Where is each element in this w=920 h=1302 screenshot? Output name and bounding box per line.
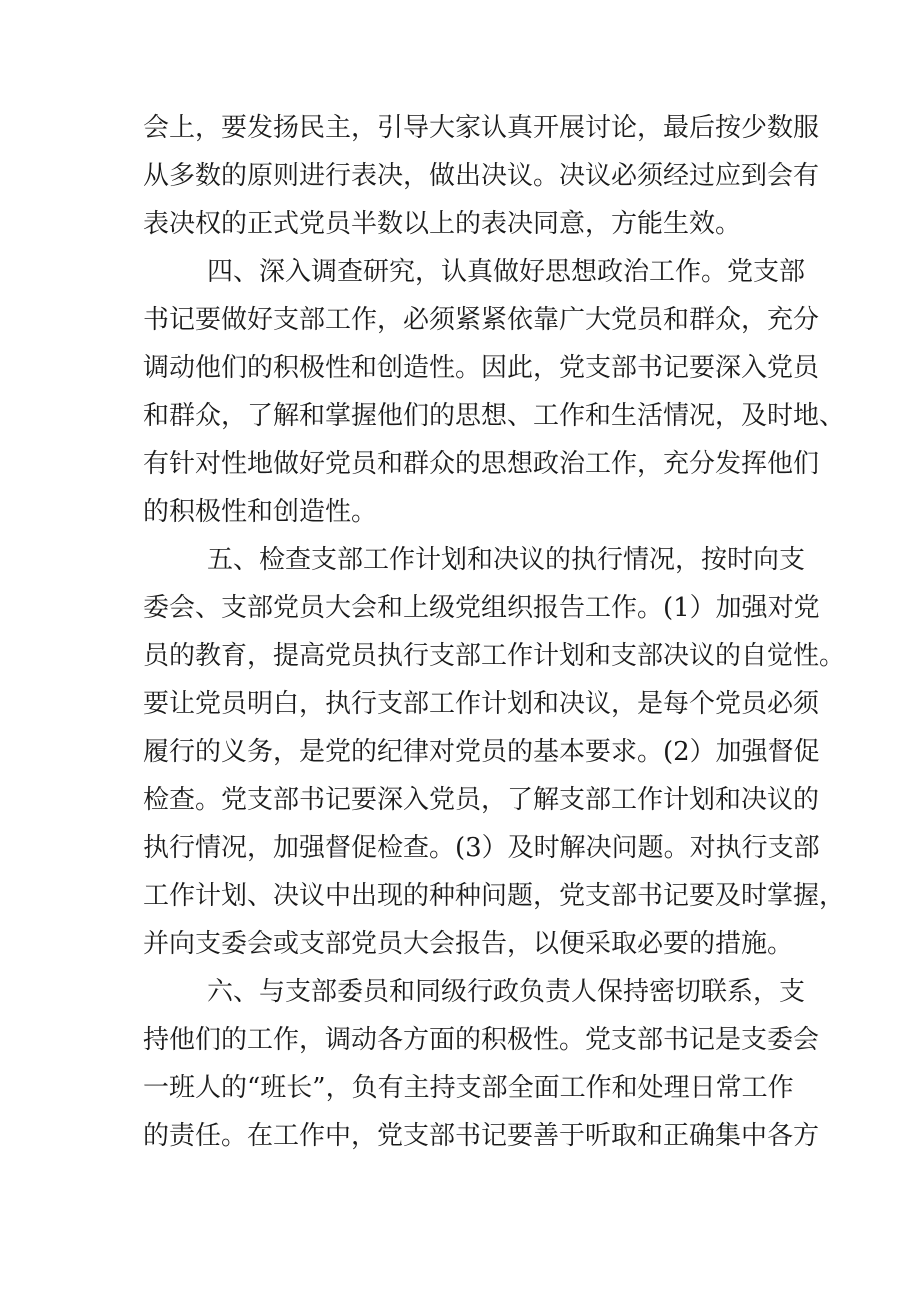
text-line: 要让党员明白，执行支部工作计划和决议，是每个党员必须 bbox=[143, 689, 820, 719]
text-line: 检查。党支部书记要深入党员，了解支部工作计划和决议的 bbox=[143, 785, 820, 815]
text-line: 一班人的“班长”，负有主持支部全面工作和处理日常工作 bbox=[143, 1073, 794, 1103]
text-line: 并向支委会或支部党员大会报告，以便采取必要的措施。 bbox=[143, 929, 794, 959]
text-line: 有针对性地做好党员和群众的思想政治工作，充分发挥他们 bbox=[143, 449, 820, 479]
text-line: 委会、支部党员大会和上级党组织报告工作。(1）加强对党 bbox=[143, 593, 820, 623]
text-line: 调动他们的积极性和创造性。因此，党支部书记要深入党员 bbox=[143, 353, 820, 383]
paragraph-5-heading-line: 五、检查支部工作计划和决议的执行情况，按时向支 bbox=[207, 545, 806, 575]
text-line: 持他们的工作，调动各方面的积极性。党支部书记是支委会 bbox=[143, 1025, 820, 1055]
text-line: 的责任。在工作中，党支部书记要善于听取和正确集中各方 bbox=[143, 1121, 820, 1151]
text-line: 员的教育，提高党员执行支部工作计划和支部决议的自觉性。 bbox=[143, 641, 846, 671]
text-line: 的积极性和创造性。 bbox=[143, 497, 378, 527]
text-line: 和群众，了解和掌握他们的思想、工作和生活情况，及时地、 bbox=[143, 401, 846, 431]
text-line: 执行情况，加强督促检查。(3）及时解决问题。对执行支部 bbox=[143, 833, 820, 863]
text-line: 书记要做好支部工作，必须紧紧依靠广大党员和群众，充分 bbox=[143, 305, 820, 335]
text-line: 履行的义务，是党的纪律对党员的基本要求。(2）加强督促 bbox=[143, 737, 820, 767]
text-line: 工作计划、决议中出现的种种问题，党支部书记要及时掌握， bbox=[143, 881, 846, 911]
text-line: 表决权的正式党员半数以上的表决同意，方能生效。 bbox=[143, 209, 742, 239]
paragraph-4-heading-line: 四、深入调查研究，认真做好思想政治工作。党支部 bbox=[207, 257, 806, 287]
paragraph-6-heading-line: 六、与支部委员和同级行政负责人保持密切联系，支 bbox=[207, 977, 806, 1007]
text-line: 从多数的原则进行表决，做出决议。决议必须经过应到会有 bbox=[143, 161, 820, 191]
text-line: 会上，要发扬民主，引导大家认真开展讨论，最后按少数服 bbox=[143, 113, 820, 143]
